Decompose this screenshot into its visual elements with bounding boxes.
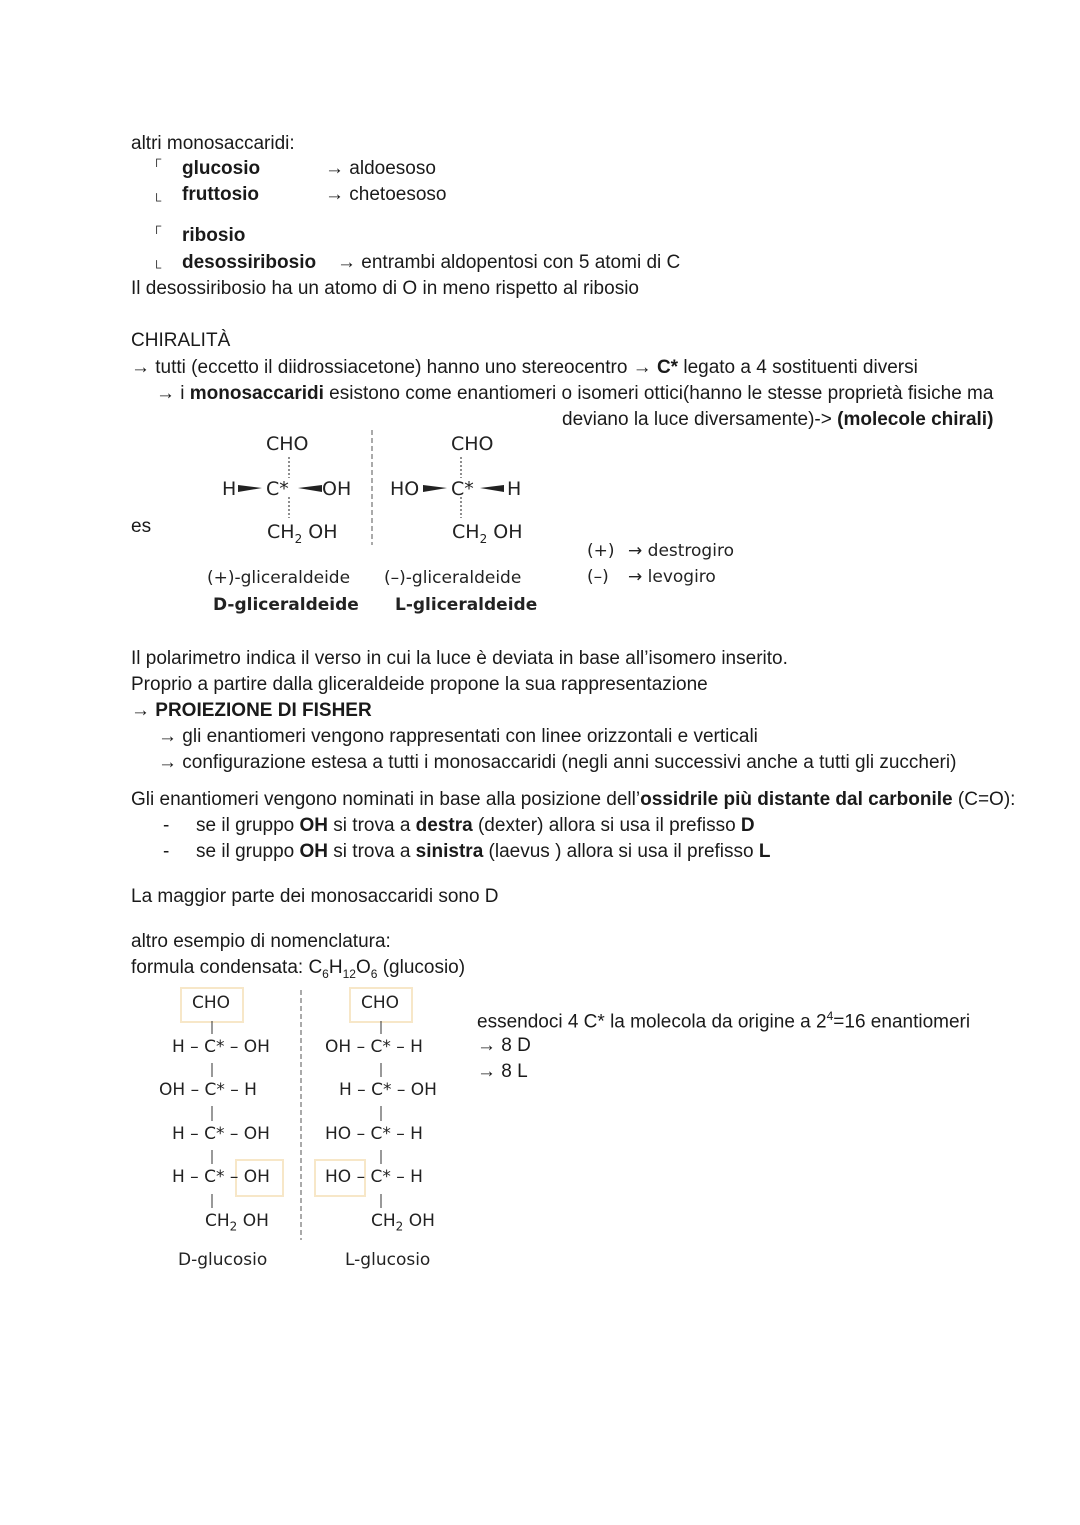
glucosio-type: → aldoesoso: [325, 158, 436, 179]
eight-d: → 8 D: [477, 1035, 531, 1056]
chirality-line-3-b: (molecole chirali): [837, 409, 994, 430]
rule1-e: (dexter) allora si usa il prefisso: [472, 815, 741, 836]
formula-label: formula condensata: C: [131, 957, 323, 978]
left-cho: CHO: [266, 433, 309, 455]
formula-tail: (glucosio): [377, 957, 466, 978]
rule2-d: sinistra: [415, 841, 484, 862]
right-h: H: [507, 478, 522, 500]
left-h: H: [222, 478, 237, 500]
d-sub: 2: [229, 1219, 238, 1234]
chirality-heading: CHIRALITÀ: [131, 330, 231, 351]
fruttosio-type: → chetoesoso: [325, 184, 447, 205]
d-glucose-name: D-glucosio: [178, 1250, 268, 1270]
formula-o-sub: 6: [370, 966, 378, 981]
formula-h-sub: 12: [342, 966, 356, 981]
rule2-f: L: [758, 841, 771, 862]
chirality-line-2-c: esistono come enantiomeri o isomeri ottici(hanno le stesse proprietà fisiche ma: [329, 383, 994, 404]
d-glucose-c5: [172, 1169, 270, 1186]
right-oh-bottom: OH: [493, 521, 523, 543]
l-glucose-name: L-glucosio: [345, 1250, 431, 1270]
fisher-heading: → PROIEZIONE DI FISHER: [131, 700, 372, 721]
d-oh: OH: [242, 1211, 269, 1231]
naming-intro-a: Gli enantiomeri vengono nominati in base alla posizione dell’: [131, 789, 641, 810]
right-cho: CHO: [451, 433, 494, 455]
chirality-line-2-a: → i: [156, 383, 185, 404]
bracket-top-icon: ┌: [152, 218, 162, 233]
l-c5-a: HO: [325, 1167, 352, 1187]
formula-o: O: [355, 957, 371, 978]
left-ch: CH: [267, 521, 295, 543]
dash-1: -: [163, 815, 170, 836]
l-sub: 2: [395, 1219, 404, 1234]
rule1-c: si trova a: [328, 815, 416, 836]
chirality-line-1-b: C*: [656, 357, 679, 378]
l-glucose-c4: HO – C* – H: [325, 1124, 423, 1144]
chirality-line-1-a: → tutti (eccetto il diidrossiacetone) hanno uno stereocentro →: [131, 357, 652, 378]
fisher-bullet-2: → configurazione estesa a tutti i monosaccaridi (negli anni successivi anche a tutti gli zuccheri): [158, 752, 957, 773]
chirality-line-2-b: monosaccaridi: [189, 383, 324, 404]
rule1-b: OH: [299, 815, 329, 836]
rule2-b: OH: [299, 841, 329, 862]
right-name-1: (–)-gliceraldeide: [384, 568, 522, 588]
d-glucose-cho: CHO: [192, 993, 231, 1013]
right-c-star: C*: [451, 478, 474, 500]
formula-c-sub: 6: [322, 966, 329, 981]
left-sub: 2: [294, 531, 303, 546]
desossiribosio-label: desossiribosio: [182, 252, 317, 273]
l-glucose-cho: CHO: [361, 993, 400, 1013]
d-glucose-c3: OH – C* – H: [159, 1080, 257, 1100]
l-oh: OH: [408, 1211, 435, 1231]
l-c5-b: – C* – H: [356, 1167, 423, 1187]
l-glucose-c3: H – C* – OH: [339, 1080, 437, 1100]
naming-intro-c: (C=O):: [952, 789, 1016, 810]
right-name-2: L-gliceraldeide: [395, 595, 538, 615]
d-c5-a: H – C*: [172, 1167, 225, 1187]
naming-intro-b: ossidrile più distante dal carbonile: [640, 789, 953, 810]
d-glucose-c4: H – C* – OH: [172, 1124, 270, 1144]
monosaccharides-heading: altri monosaccaridi:: [131, 133, 295, 154]
glucosio-label: glucosio: [182, 158, 261, 179]
gliceraldeide-text: Proprio a partire dalla gliceraldeide propone la sua rappresentazione: [131, 674, 708, 695]
left-name-1: (+)-gliceraldeide: [207, 568, 351, 588]
rule2-e: (laevus ) allora si usa il prefisso: [483, 841, 759, 862]
d-glucose-ch2oh: [205, 1213, 269, 1232]
rule1-f: D: [740, 815, 755, 836]
right-ch: CH: [452, 521, 480, 543]
right-ho: HO: [390, 478, 420, 500]
chirality-line-1-c: legato a 4 sostituenti diversi: [683, 357, 918, 378]
desossiribosio-difference: Il desossiribosio ha un atomo di O in meno rispetto al ribosio: [131, 278, 639, 299]
left-name-2: D-gliceraldeide: [213, 595, 359, 615]
chirality-line-3-a: deviano la luce diversamente)->: [562, 409, 832, 430]
left-oh: OH: [322, 478, 352, 500]
glucose-intro: altro esempio di nomenclatura:: [131, 931, 391, 952]
left-oh-bottom: OH: [308, 521, 338, 543]
rule2-a: se il gruppo: [196, 841, 300, 862]
bracket-bottom-icon: └: [152, 260, 162, 275]
fisher-bullet-1: → gli enantiomeri vengono rappresentati con linee orizzontali e verticali: [158, 726, 758, 747]
left-c-star: C*: [266, 478, 289, 500]
l-glucose-ch2oh: [371, 1213, 435, 1232]
l-glucose-c2: OH – C* – H: [325, 1037, 423, 1057]
pentose-note: → entrambi aldopentosi con 5 atomi di C: [337, 252, 681, 273]
destrogiro: → destrogiro: [628, 541, 734, 561]
dash-2: -: [163, 841, 170, 862]
rule1-d: destra: [415, 815, 473, 836]
ribosio-label: ribosio: [182, 225, 246, 246]
d-c5-b: – OH: [229, 1167, 270, 1187]
l-glucose-c5: [325, 1169, 423, 1186]
levogiro: → levogiro: [628, 567, 716, 587]
bracket-bottom-icon: └: [152, 193, 162, 208]
d-ch: CH: [205, 1211, 230, 1231]
enant-sup: 4: [826, 1009, 834, 1023]
minus-sign: (–): [587, 567, 609, 587]
bracket-top-icon: ┌: [152, 151, 162, 166]
enantiomer-count: [477, 1010, 970, 1031]
plus-sign: (+): [587, 541, 615, 561]
polarimetro-text: Il polarimetro indica il verso in cui la luce è deviata in base all’isomero inserito.: [131, 648, 788, 669]
rule2-c: si trova a: [328, 841, 416, 862]
fruttosio-label: fruttosio: [182, 184, 260, 205]
enant-a: essendoci 4 C* la molecola da origine a 2: [477, 1011, 827, 1033]
majority-d: La maggior parte dei monosaccaridi sono D: [131, 886, 499, 907]
example-label: es: [131, 516, 152, 537]
enant-b: =16 enantiomeri: [833, 1011, 971, 1033]
l-ch: CH: [371, 1211, 396, 1231]
right-sub: 2: [479, 531, 488, 546]
rule1-a: se il gruppo: [196, 815, 300, 836]
eight-l: → 8 L: [477, 1061, 528, 1082]
formula-h: H: [328, 957, 343, 978]
d-glucose-c2: H – C* – OH: [172, 1037, 270, 1057]
